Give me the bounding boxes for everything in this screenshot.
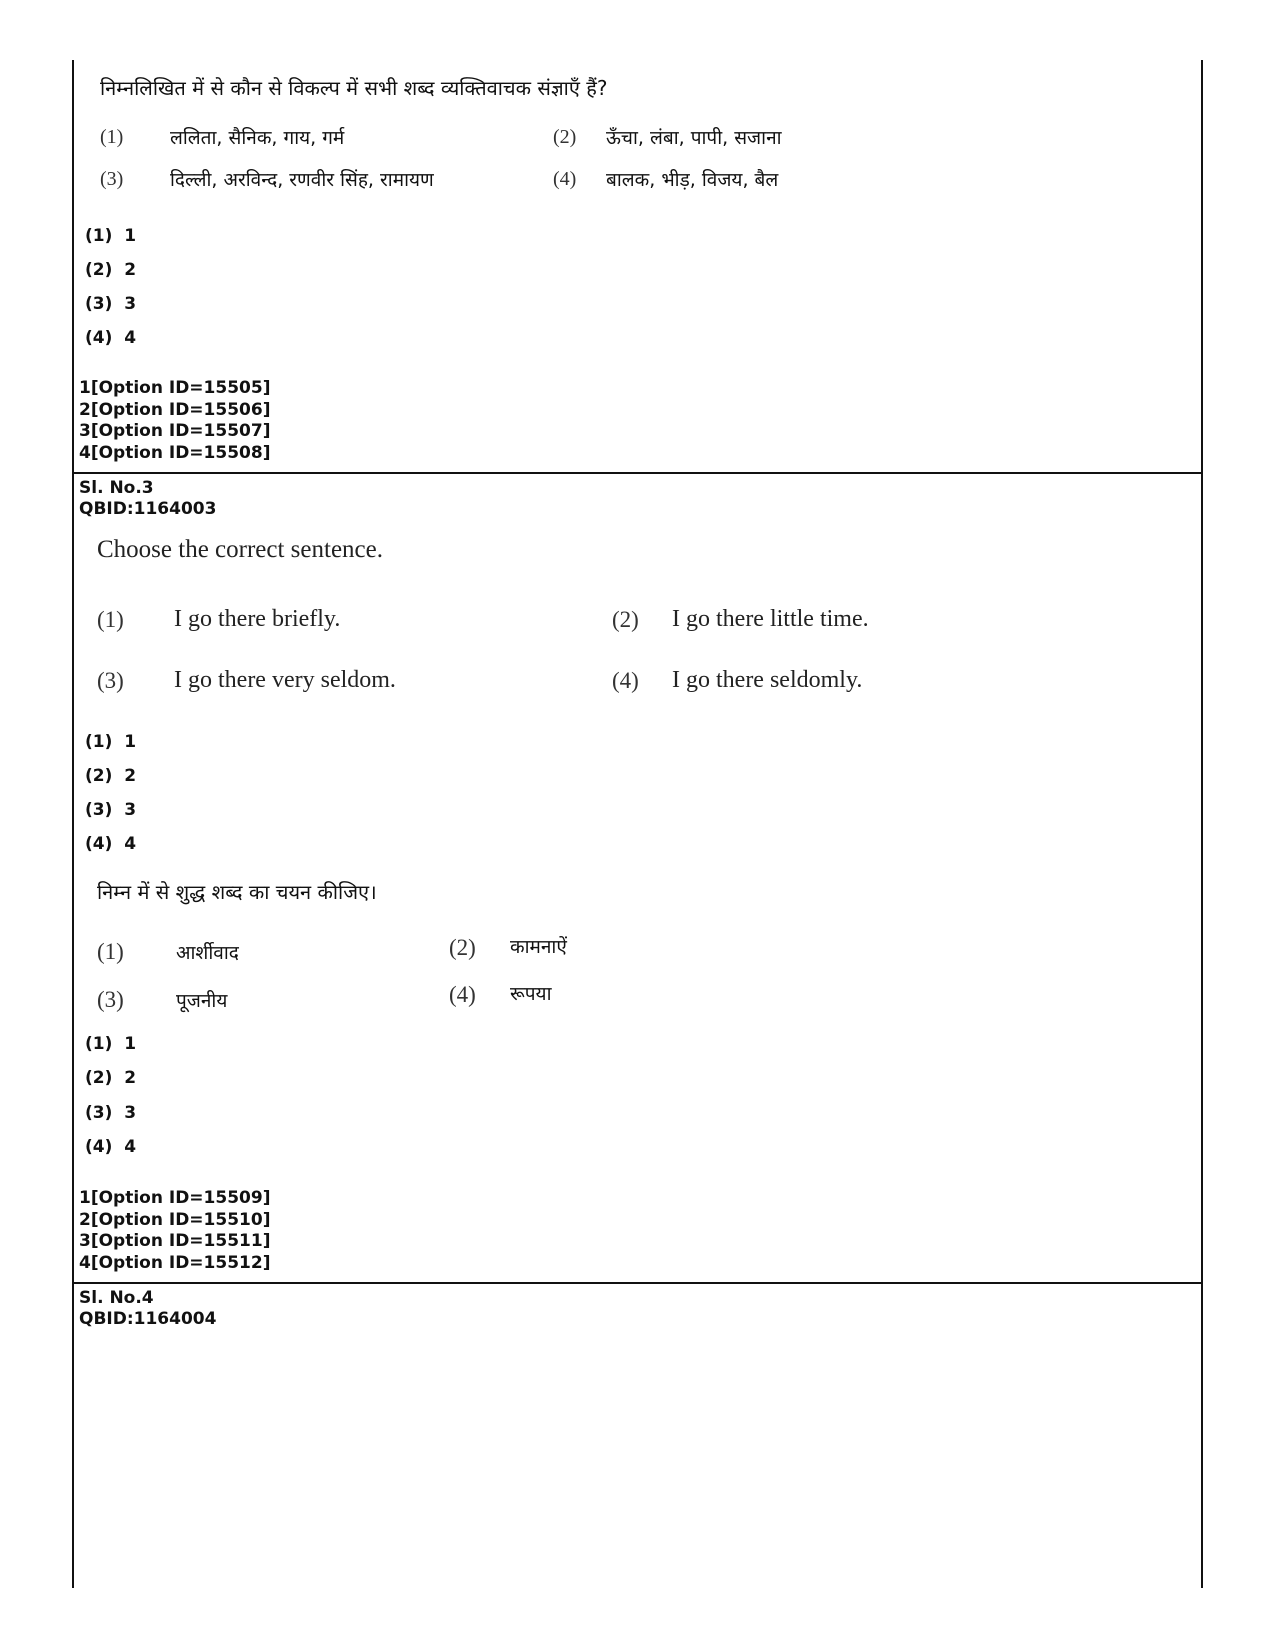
option-text: रूपया <box>510 983 552 1005</box>
option-number: (3) <box>97 668 124 693</box>
answer-choice[interactable] <box>85 732 136 752</box>
answer-choice[interactable] <box>85 834 136 854</box>
answer-choice[interactable] <box>85 260 136 280</box>
answer-choice[interactable] <box>85 294 136 314</box>
option-id: 2[Option ID=15506] <box>79 399 271 420</box>
page-border-left <box>72 60 74 1588</box>
answer-label: (4) <box>85 328 113 348</box>
page-border-right <box>1201 60 1203 1588</box>
option-text: I go there little time. <box>672 606 869 632</box>
option-text: ललिता, सैनिक, गाय, गर्म <box>170 127 345 149</box>
answer-choice[interactable] <box>85 800 136 820</box>
answer-value: 2 <box>124 766 137 786</box>
question-header <box>79 478 216 520</box>
answer-value: 1 <box>124 226 137 246</box>
question-header <box>79 1288 216 1330</box>
serial-number: Sl. No.4 <box>79 1288 154 1308</box>
option-number: (1) <box>100 126 124 148</box>
answer-label: (2) <box>85 1068 113 1088</box>
answer-value: 2 <box>124 1068 137 1088</box>
answer-choice[interactable] <box>85 1137 136 1157</box>
option-text: बालक, भीड़, विजय, बैल <box>606 169 779 191</box>
question-id: QBID:1164003 <box>79 499 217 519</box>
answer-choice[interactable] <box>85 1068 136 1088</box>
option-number: (2) <box>449 935 476 960</box>
option-number: (1) <box>97 607 124 632</box>
answer-label: (2) <box>85 260 113 280</box>
answer-label: (4) <box>85 834 113 854</box>
option-id-list <box>79 1188 270 1274</box>
option-number: (1) <box>97 939 124 964</box>
answer-label: (1) <box>85 226 113 246</box>
answer-choice[interactable] <box>85 1034 136 1054</box>
answer-label: (2) <box>85 766 113 786</box>
answer-value: 4 <box>124 1137 137 1157</box>
option-number: (2) <box>612 607 639 632</box>
option-id: 2[Option ID=15510] <box>79 1209 271 1230</box>
option-text: ऊँचा, लंबा, पापी, सजाना <box>606 127 782 149</box>
answer-label: (3) <box>85 1103 113 1123</box>
option-text: पूजनीय <box>176 990 228 1012</box>
answer-value: 2 <box>124 260 137 280</box>
divider <box>72 472 1203 474</box>
answer-value: 1 <box>124 732 137 752</box>
option-number: (3) <box>100 168 124 190</box>
option-text: I go there seldomly. <box>672 667 863 693</box>
answer-value: 3 <box>124 1103 137 1123</box>
option-id: 4[Option ID=15508] <box>79 442 271 463</box>
question-text: निम्नलिखित में से कौन से विकल्प में सभी शब्द व्यक्तिवाचक संज्ञाएँ हैं? <box>100 76 608 100</box>
option-number: (3) <box>97 987 124 1012</box>
option-id: 4[Option ID=15512] <box>79 1252 271 1273</box>
question-id: QBID:1164004 <box>79 1309 217 1329</box>
option-id-list <box>79 378 270 464</box>
option-text: I go there very seldom. <box>174 667 396 693</box>
option-text: I go there briefly. <box>174 606 341 632</box>
option-number: (2) <box>553 126 577 148</box>
answer-value: 3 <box>124 800 137 820</box>
option-id: 1[Option ID=15509] <box>79 1188 271 1208</box>
answer-choice[interactable] <box>85 766 136 786</box>
option-number: (4) <box>449 982 476 1007</box>
option-number: (4) <box>612 668 639 693</box>
option-id: 1[Option ID=15505] <box>79 378 271 398</box>
answer-label: (3) <box>85 294 113 314</box>
answer-value: 4 <box>124 328 137 348</box>
answer-choice[interactable] <box>85 226 136 246</box>
answer-label: (1) <box>85 732 113 752</box>
serial-number: Sl. No.3 <box>79 478 154 498</box>
answer-choice[interactable] <box>85 328 136 348</box>
option-number: (4) <box>553 168 577 190</box>
answer-label: (1) <box>85 1034 113 1054</box>
answer-value: 1 <box>124 1034 137 1054</box>
answer-choice[interactable] <box>85 1103 136 1123</box>
option-id: 3[Option ID=15507] <box>79 421 271 441</box>
answer-label: (3) <box>85 800 113 820</box>
divider <box>72 1282 1203 1284</box>
option-text: कामनाऐं <box>510 936 567 958</box>
option-text: दिल्ली, अरविन्द, रणवीर सिंह, रामायण <box>170 169 434 191</box>
question-text: निम्न में से शुद्ध शब्द का चयन कीजिए। <box>97 880 377 904</box>
answer-value: 3 <box>124 294 137 314</box>
answer-value: 4 <box>124 834 137 854</box>
option-id: 3[Option ID=15511] <box>79 1231 271 1251</box>
option-text: आर्शीवाद <box>176 942 239 964</box>
answer-label: (4) <box>85 1137 113 1157</box>
question-text: Choose the correct sentence. <box>97 536 383 563</box>
